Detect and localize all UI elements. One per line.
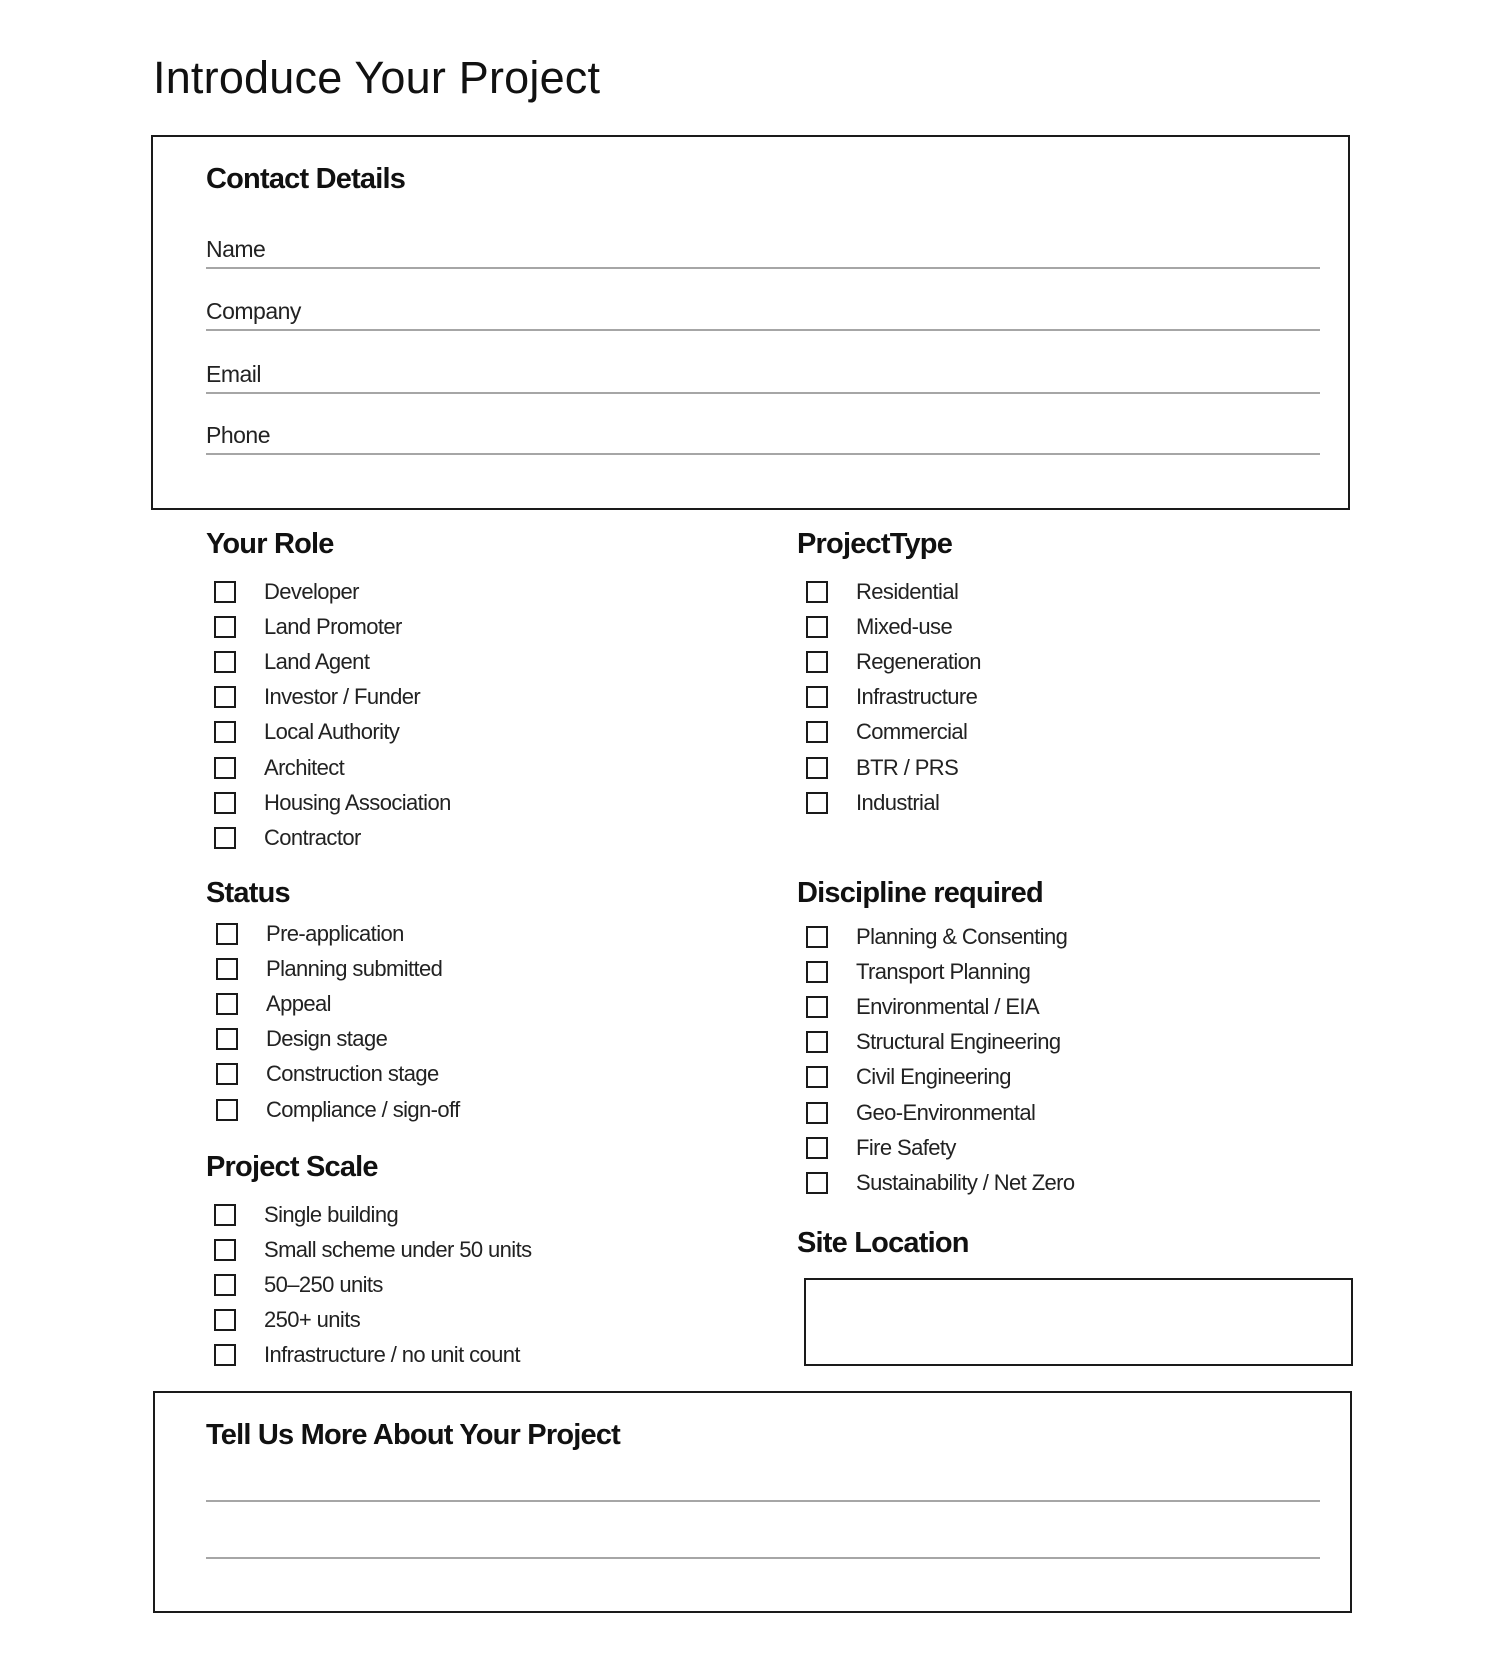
role-option[interactable] <box>205 715 451 750</box>
project-type-option[interactable] <box>797 574 981 609</box>
checkbox[interactable] <box>214 792 236 814</box>
checkbox[interactable] <box>806 1137 828 1159</box>
role-option-label: Architect <box>264 754 345 780</box>
discipline-option[interactable] <box>797 1130 1075 1165</box>
discipline-option-label: Planning & Consenting <box>856 923 1068 949</box>
phone-input[interactable] <box>316 419 1320 451</box>
checkbox[interactable] <box>216 1063 238 1085</box>
discipline-option[interactable] <box>797 954 1075 989</box>
checkbox[interactable] <box>806 616 828 638</box>
company-label: Company <box>206 298 301 324</box>
checkbox[interactable] <box>806 721 828 743</box>
checkbox[interactable] <box>214 1204 236 1226</box>
checkbox[interactable] <box>214 1239 236 1261</box>
status-option-label: Design stage <box>266 1026 388 1052</box>
project-type-option-label: Residential <box>856 578 959 604</box>
scale-option-label: Single building <box>264 1201 399 1227</box>
checkbox[interactable] <box>214 1344 236 1366</box>
project-type-title: ProjectType <box>797 528 953 560</box>
checkbox[interactable] <box>806 996 828 1018</box>
status-title: Status <box>206 877 290 909</box>
project-scale-title: Project Scale <box>206 1151 378 1183</box>
checkbox[interactable] <box>214 616 236 638</box>
site-location-title: Site Location <box>797 1227 969 1259</box>
role-option-label: Developer <box>264 578 359 604</box>
role-option-label: Contractor <box>264 824 361 850</box>
project-type-option[interactable] <box>797 644 981 679</box>
checkbox[interactable] <box>214 686 236 708</box>
checkbox[interactable] <box>214 651 236 673</box>
discipline-option-label: Transport Planning <box>856 958 1031 984</box>
project-type-option-label: Regeneration <box>856 648 981 674</box>
project-details-line[interactable] <box>206 1500 1320 1502</box>
discipline-option[interactable] <box>797 1165 1075 1200</box>
contact-details-title: Contact Details <box>206 163 406 195</box>
discipline-option-label: Civil Engineering <box>856 1064 1011 1090</box>
name-label: Name <box>206 236 266 262</box>
scale-option[interactable] <box>205 1232 532 1267</box>
role-option[interactable] <box>205 644 451 679</box>
discipline-option[interactable] <box>797 989 1075 1024</box>
checkbox[interactable] <box>806 1102 828 1124</box>
checkbox[interactable] <box>806 1031 828 1053</box>
checkbox[interactable] <box>806 1172 828 1194</box>
status-option[interactable] <box>207 1092 460 1127</box>
project-type-option[interactable] <box>797 680 981 715</box>
project-type-option[interactable] <box>797 750 981 785</box>
project-type-option[interactable] <box>797 609 981 644</box>
role-option[interactable] <box>205 820 451 855</box>
company-field[interactable] <box>206 293 1320 331</box>
project-type-option-label: BTR / PRS <box>856 754 959 780</box>
scale-option[interactable] <box>205 1338 532 1373</box>
phone-field[interactable] <box>206 417 1320 455</box>
role-option[interactable] <box>205 680 451 715</box>
your-role-list <box>205 574 451 856</box>
role-option-label: Local Authority <box>264 719 400 745</box>
status-option[interactable] <box>207 1057 460 1092</box>
email-field[interactable] <box>206 356 1320 394</box>
role-option-label: Investor / Funder <box>264 684 421 710</box>
checkbox[interactable] <box>214 581 236 603</box>
your-role-title: Your Role <box>206 528 334 560</box>
discipline-option[interactable] <box>797 1095 1075 1130</box>
status-option[interactable] <box>207 1022 460 1057</box>
status-option-label: Pre-application <box>266 920 404 946</box>
email-input[interactable] <box>316 358 1320 390</box>
checkbox[interactable] <box>214 1309 236 1331</box>
project-type-list <box>797 574 981 820</box>
scale-option[interactable] <box>205 1197 532 1232</box>
checkbox[interactable] <box>806 651 828 673</box>
checkbox[interactable] <box>806 1066 828 1088</box>
discipline-option-label: Structural Engineering <box>856 1029 1061 1055</box>
phone-label: Phone <box>206 422 271 448</box>
role-option[interactable] <box>205 785 451 820</box>
role-option[interactable] <box>205 750 451 785</box>
role-option[interactable] <box>205 609 451 644</box>
project-type-option-label: Commercial <box>856 719 968 745</box>
checkbox[interactable] <box>216 1028 238 1050</box>
checkbox[interactable] <box>806 961 828 983</box>
role-option-label: Land Agent <box>264 648 370 674</box>
discipline-option-label: Fire Safety <box>856 1134 956 1160</box>
role-option-label: Land Promoter <box>264 613 402 639</box>
project-scale-list <box>205 1197 532 1373</box>
checkbox[interactable] <box>214 721 236 743</box>
project-type-option-label: Infrastructure <box>856 684 978 710</box>
status-option[interactable] <box>207 986 460 1021</box>
project-type-option[interactable] <box>797 715 981 750</box>
checkbox[interactable] <box>806 581 828 603</box>
discipline-option-label: Environmental / EIA <box>856 993 1040 1019</box>
tell-us-more-title: Tell Us More About Your Project <box>206 1419 621 1451</box>
checkbox[interactable] <box>806 686 828 708</box>
page-title: Introduce Your Project <box>153 52 601 103</box>
project-type-option-label: Mixed-use <box>856 613 953 639</box>
company-input[interactable] <box>316 295 1320 327</box>
discipline-option-label: Sustainability / Net Zero <box>856 1169 1075 1195</box>
status-option-label: Construction stage <box>266 1061 439 1087</box>
checkbox[interactable] <box>216 923 238 945</box>
name-field[interactable] <box>206 231 1320 269</box>
scale-option-label: 50–250 units <box>264 1271 383 1297</box>
checkbox[interactable] <box>214 757 236 779</box>
discipline-title: Discipline required <box>797 877 1043 909</box>
site-location-input[interactable] <box>804 1278 1353 1366</box>
checkbox[interactable] <box>806 926 828 948</box>
status-option[interactable] <box>207 916 460 951</box>
project-type-option[interactable] <box>797 785 981 820</box>
discipline-list <box>797 919 1075 1201</box>
scale-option-label: Infrastructure / no unit count <box>264 1342 520 1368</box>
status-list <box>207 916 460 1127</box>
checkbox[interactable] <box>806 792 828 814</box>
role-option[interactable] <box>205 574 451 609</box>
scale-option[interactable] <box>205 1303 532 1338</box>
status-option-label: Compliance / sign-off <box>266 1096 460 1122</box>
checkbox[interactable] <box>216 958 238 980</box>
status-option-label: Appeal <box>266 990 331 1016</box>
checkbox[interactable] <box>216 993 238 1015</box>
role-option-label: Housing Association <box>264 789 451 815</box>
discipline-option[interactable] <box>797 1060 1075 1095</box>
project-details-line[interactable] <box>206 1557 1320 1559</box>
checkbox[interactable] <box>806 757 828 779</box>
project-type-option-label: Industrial <box>856 789 940 815</box>
scale-option-label: Small scheme under 50 units <box>264 1236 532 1262</box>
email-label: Email <box>206 361 262 387</box>
name-input[interactable] <box>316 233 1320 265</box>
checkbox[interactable] <box>214 1274 236 1296</box>
status-option-label: Planning submitted <box>266 955 443 981</box>
discipline-option[interactable] <box>797 1025 1075 1060</box>
scale-option[interactable] <box>205 1267 532 1302</box>
checkbox[interactable] <box>216 1099 238 1121</box>
discipline-option-label: Geo-Environmental <box>856 1099 1036 1125</box>
scale-option-label: 250+ units <box>264 1307 361 1333</box>
discipline-option[interactable] <box>797 919 1075 954</box>
status-option[interactable] <box>207 951 460 986</box>
checkbox[interactable] <box>214 827 236 849</box>
